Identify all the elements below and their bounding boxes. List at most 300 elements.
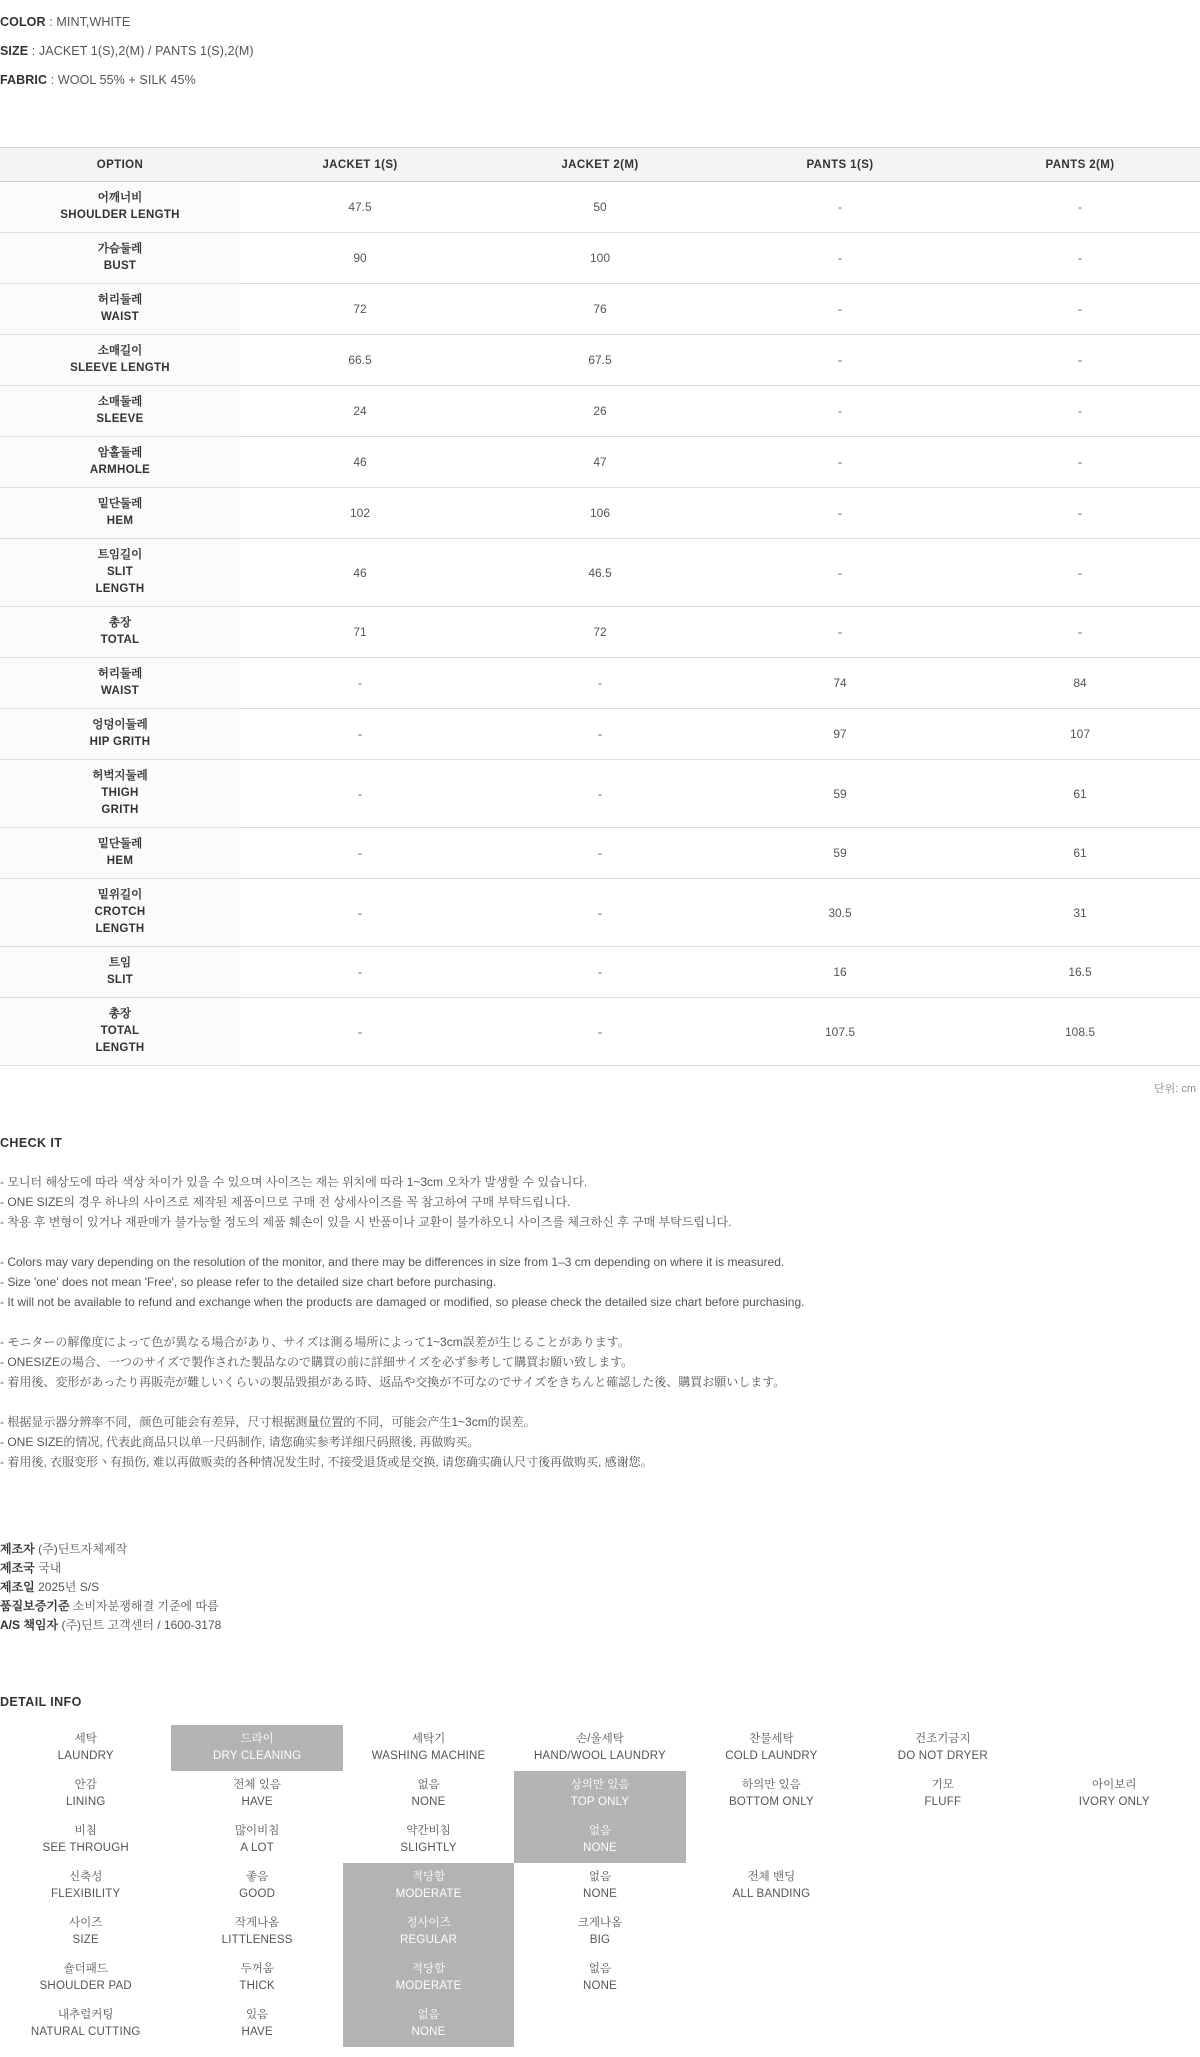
size-row-label-en: THIGH bbox=[101, 787, 139, 799]
size-row-label-ko: 트임길이 bbox=[97, 549, 143, 561]
size-row-label-en: ARMHOLE bbox=[89, 464, 151, 476]
detail-option-en: NONE bbox=[582, 1888, 617, 1900]
detail-option-ko: 건조기금지 bbox=[915, 1733, 971, 1745]
size-row-label bbox=[0, 488, 240, 539]
detail-option-en: REGULAR bbox=[400, 1934, 458, 1946]
detail-row-label bbox=[0, 1817, 171, 1863]
size-row-label-en: TOTAL bbox=[100, 1025, 140, 1037]
detail-option-cell[interactable] bbox=[1029, 1771, 1200, 1817]
detail-label-ko: 비침 bbox=[74, 1825, 97, 1837]
size-row-label-en: SLIT bbox=[106, 566, 134, 578]
table-row bbox=[0, 539, 1200, 607]
size-row-label-ko: 트임 bbox=[108, 957, 132, 969]
detail-option-ko: 크게나옴 bbox=[577, 1917, 623, 1929]
detail-option-en: MODERATE bbox=[395, 1980, 462, 1992]
size-row-label-ko: 암홀둘레 bbox=[97, 447, 143, 459]
detail-row bbox=[0, 1725, 1200, 1771]
detail-option-cell[interactable] bbox=[171, 1955, 342, 2001]
size-row-label bbox=[0, 335, 240, 386]
size-row-label-en: LENGTH bbox=[95, 1042, 145, 1054]
detail-option-cell[interactable] bbox=[514, 1817, 685, 1863]
size-cell: - bbox=[960, 607, 1200, 658]
detail-label-ko: 숄더패드 bbox=[63, 1963, 108, 1975]
table-row bbox=[0, 437, 1200, 488]
size-row-label bbox=[0, 437, 240, 488]
detail-row-label bbox=[0, 1725, 171, 1771]
meta-value-color: : MINT,WHITE bbox=[45, 15, 131, 29]
detail-option-en: ALL BANDING bbox=[732, 1888, 811, 1900]
size-cell: 74 bbox=[720, 658, 960, 709]
size-cell: 84 bbox=[960, 658, 1200, 709]
size-row-label-ko: 허리둘레 bbox=[97, 294, 143, 306]
size-row-label bbox=[0, 284, 240, 335]
detail-option-ko: 없음 bbox=[588, 1963, 612, 1975]
table-row bbox=[0, 828, 1200, 879]
detail-option-cell[interactable] bbox=[686, 1771, 857, 1817]
size-row-label-en: CROTCH bbox=[94, 906, 146, 918]
detail-row-label bbox=[0, 1909, 171, 1955]
detail-option-en: A LOT bbox=[240, 1842, 274, 1854]
meta-value-fabric: : WOOL 55% + SILK 45% bbox=[47, 73, 196, 87]
detail-option-ko: 많이비침 bbox=[234, 1825, 280, 1837]
size-cell: - bbox=[960, 335, 1200, 386]
note-en-2: - Size 'one' does not mean 'Free', so please refer to the detailed size chart before purchasing. bbox=[0, 1275, 497, 1289]
size-cell: - bbox=[960, 182, 1200, 233]
size-cell: 16 bbox=[720, 947, 960, 998]
size-row-label-ko: 엉덩이둘레 bbox=[92, 719, 148, 731]
product-meta bbox=[0, 0, 1200, 95]
detail-label-en: LINING bbox=[65, 1796, 106, 1808]
size-table-header bbox=[0, 148, 1200, 182]
maker-row-date bbox=[0, 1578, 1200, 1597]
detail-option-en: NONE bbox=[582, 1842, 617, 1854]
size-row-label-en: BUST bbox=[103, 260, 137, 272]
meta-label-size: SIZE bbox=[0, 44, 29, 58]
size-row-label bbox=[0, 182, 240, 233]
size-cell: 61 bbox=[960, 828, 1200, 879]
detail-empty-cell bbox=[1029, 1725, 1200, 1771]
detail-option-ko: 없음 bbox=[417, 2009, 440, 2021]
size-cell: 46 bbox=[240, 539, 480, 607]
size-col-pants-1s: PANTS 1(S) bbox=[720, 148, 960, 182]
detail-row bbox=[0, 1955, 1200, 2001]
size-row-label-en: WAIST bbox=[101, 685, 139, 697]
size-cell: 100 bbox=[480, 233, 720, 284]
table-row bbox=[0, 488, 1200, 539]
detail-row-label bbox=[0, 1955, 171, 2001]
size-row-label-ko: 총장 bbox=[108, 1008, 132, 1020]
detail-label-en: SHOULDER PAD bbox=[39, 1980, 132, 1992]
size-col-jacket-1s: JACKET 1(S) bbox=[240, 148, 480, 182]
size-cell: - bbox=[960, 539, 1200, 607]
note-zh-1: - 根据显示器分辨率不同，颜色可能会有差异，尺寸根据测量位置的不同，可能会产生1~3cm的误差。 bbox=[0, 1415, 536, 1429]
maker-value-date: 2025년 S/S bbox=[34, 1580, 100, 1594]
size-row-label bbox=[0, 233, 240, 284]
detail-option-ko: 약간비침 bbox=[406, 1825, 451, 1837]
detail-empty-cell bbox=[1029, 1909, 1200, 1955]
note-zh-2: - ONE SIZE的情况, 代表此商品只以单一尺码制作, 请您确实参考详细尺码照後, 再做购买。 bbox=[0, 1435, 480, 1449]
table-row bbox=[0, 284, 1200, 335]
detail-empty-cell bbox=[686, 2001, 857, 2047]
check-it-title: CHECK IT bbox=[0, 1136, 63, 1150]
table-row bbox=[0, 658, 1200, 709]
size-cell: - bbox=[480, 760, 720, 828]
detail-label-ko: 내추럴커팅 bbox=[57, 2009, 114, 2021]
maker-value-country: 국내 bbox=[34, 1561, 62, 1575]
detail-info-title: DETAIL INFO bbox=[0, 1695, 82, 1709]
size-row-label-en: HEM bbox=[106, 855, 134, 867]
size-cell: - bbox=[720, 233, 960, 284]
maker-label-manufacturer: 제조자 bbox=[0, 1542, 35, 1556]
maker-label-date: 제조일 bbox=[0, 1580, 35, 1594]
size-row-label-ko: 허리둘레 bbox=[97, 668, 143, 680]
size-table-body bbox=[0, 182, 1200, 1066]
detail-option-ko: 없음 bbox=[417, 1779, 440, 1791]
detail-option-en: HAVE bbox=[241, 1796, 273, 1808]
size-chart bbox=[0, 147, 1200, 1096]
detail-info-body bbox=[0, 1725, 1200, 2047]
note-zh-3: - 着用後, 衣服变形丶有损伤, 难以再做贩卖的各种情况发生时, 不接受退货或是交换, 请您确实确认尺寸後再做购买, 感谢您。 bbox=[0, 1455, 653, 1469]
size-cell: 107.5 bbox=[720, 998, 960, 1066]
detail-empty-cell bbox=[857, 1817, 1028, 1863]
size-cell: - bbox=[960, 284, 1200, 335]
maker-label-as: A/S 책임자 bbox=[0, 1618, 59, 1632]
detail-option-cell[interactable] bbox=[857, 1725, 1028, 1771]
detail-option-ko: 좋음 bbox=[246, 1871, 269, 1883]
table-header-row bbox=[0, 148, 1200, 182]
note-ja-2: - ONESIZEの場合、一つのサイズで製作された製品なので購買の前に詳細サイズを必ず参考して購買お願い致します。 bbox=[0, 1355, 634, 1369]
size-row-label-en: SLEEVE LENGTH bbox=[70, 362, 170, 374]
note-ko-1: - 모니터 해상도에 따라 색상 차이가 있을 수 있으며 사이즈는 재는 위치에 따라 1~3cm 오차가 발생할 수 있습니다. bbox=[0, 1175, 588, 1189]
size-cell: - bbox=[480, 947, 720, 998]
detail-label-ko: 사이즈 bbox=[69, 1917, 103, 1929]
size-cell: 59 bbox=[720, 760, 960, 828]
size-cell: 61 bbox=[960, 760, 1200, 828]
detail-empty-cell bbox=[857, 1909, 1028, 1955]
size-cell: - bbox=[720, 607, 960, 658]
detail-option-ko: 기모 bbox=[931, 1779, 954, 1791]
size-row-label-ko: 밑단둘레 bbox=[97, 838, 143, 850]
size-row-label bbox=[0, 386, 240, 437]
table-row bbox=[0, 947, 1200, 998]
size-row-label-ko: 허벅지둘레 bbox=[92, 770, 148, 782]
detail-option-en: WASHING MACHINE bbox=[371, 1750, 486, 1762]
size-cell: 24 bbox=[240, 386, 480, 437]
size-cell: - bbox=[240, 947, 480, 998]
detail-option-cell[interactable] bbox=[171, 1725, 342, 1771]
detail-option-en: NONE bbox=[411, 1796, 446, 1808]
table-row bbox=[0, 607, 1200, 658]
size-cell: 59 bbox=[720, 828, 960, 879]
maker-value-as: (주)딘트 고객센터 / 1600-3178 bbox=[58, 1618, 222, 1632]
table-row bbox=[0, 386, 1200, 437]
detail-option-cell[interactable] bbox=[514, 1909, 685, 1955]
detail-option-en: MODERATE bbox=[395, 1888, 462, 1900]
table-row bbox=[0, 233, 1200, 284]
size-cell: 107 bbox=[960, 709, 1200, 760]
detail-row bbox=[0, 1909, 1200, 1955]
meta-value-size: : JACKET 1(S),2(M) / PANTS 1(S),2(M) bbox=[28, 44, 254, 58]
detail-empty-cell bbox=[1029, 1955, 1200, 2001]
detail-label-en: LAUNDRY bbox=[57, 1750, 114, 1762]
detail-option-ko: 적당함 bbox=[411, 1871, 446, 1883]
size-row-label-ko: 소매길이 bbox=[97, 345, 143, 357]
detail-option-en: IVORY ONLY bbox=[1078, 1796, 1150, 1808]
size-cell: - bbox=[480, 658, 720, 709]
detail-label-ko: 신축성 bbox=[69, 1871, 103, 1883]
table-row bbox=[0, 182, 1200, 233]
detail-row-label bbox=[0, 1863, 171, 1909]
detail-label-en: SEE THROUGH bbox=[42, 1842, 129, 1854]
size-row-label-en: SHOULDER LENGTH bbox=[60, 209, 180, 221]
size-cell: 97 bbox=[720, 709, 960, 760]
note-ja-1: - モニターの解像度によって色が異なる場合があり、サイズは測る場所によって1~3cm誤差が生じることがあります。 bbox=[0, 1335, 630, 1349]
size-cell: 66.5 bbox=[240, 335, 480, 386]
size-row-label-en: HEM bbox=[106, 515, 134, 527]
meta-label-color: COLOR bbox=[0, 15, 46, 29]
detail-option-cell[interactable] bbox=[514, 1771, 685, 1817]
detail-option-en: NONE bbox=[411, 2026, 446, 2038]
meta-row-color bbox=[0, 8, 1200, 37]
table-row bbox=[0, 709, 1200, 760]
size-row-label bbox=[0, 658, 240, 709]
detail-option-ko: 찬물세탁 bbox=[749, 1733, 794, 1745]
size-row-label bbox=[0, 947, 240, 998]
detail-option-ko: 전체 밴딩 bbox=[747, 1871, 796, 1883]
meta-row-size bbox=[0, 37, 1200, 66]
detail-option-ko: 전체 있음 bbox=[233, 1779, 281, 1791]
size-row-label-ko: 가슴둘레 bbox=[97, 243, 143, 255]
size-unit-note: 단위: cm bbox=[1153, 1083, 1196, 1095]
detail-option-en: BOTTOM ONLY bbox=[728, 1796, 814, 1808]
maker-info bbox=[0, 1540, 1200, 1635]
note-gap-2 bbox=[0, 1312, 1200, 1332]
detail-empty-cell bbox=[857, 1863, 1028, 1909]
detail-option-en: TOP ONLY bbox=[570, 1796, 630, 1808]
note-gap-3 bbox=[0, 1392, 1200, 1412]
size-cell: 108.5 bbox=[960, 998, 1200, 1066]
size-cell: - bbox=[720, 182, 960, 233]
detail-option-cell[interactable] bbox=[514, 1725, 685, 1771]
detail-option-en: HAND/WOOL LAUNDRY bbox=[534, 1750, 666, 1762]
size-cell: - bbox=[480, 828, 720, 879]
note-en-1: - Colors may vary depending on the resolution of the monitor, and there may be differences in size from 1–3 cm depending on where it is measured. bbox=[0, 1255, 785, 1269]
size-cell: - bbox=[720, 488, 960, 539]
detail-empty-cell bbox=[1029, 1817, 1200, 1863]
detail-empty-cell bbox=[686, 1817, 857, 1863]
size-row-label-en: LENGTH bbox=[95, 583, 145, 595]
detail-option-ko: 드라이 bbox=[240, 1733, 274, 1745]
size-cell: - bbox=[240, 998, 480, 1066]
maker-row-as bbox=[0, 1616, 1200, 1635]
size-cell: - bbox=[960, 233, 1200, 284]
size-cell: - bbox=[240, 828, 480, 879]
detail-option-ko: 작게나옴 bbox=[234, 1917, 280, 1929]
note-en-3: - It will not be available to refund and exchange when the products are damaged or modified, so please check the detailed size chart before purchasing. bbox=[0, 1295, 805, 1309]
detail-row bbox=[0, 1863, 1200, 1909]
maker-label-warranty: 품질보증기준 bbox=[0, 1599, 70, 1613]
size-cell: 67.5 bbox=[480, 335, 720, 386]
detail-option-ko: 상의만 있음 bbox=[570, 1779, 630, 1791]
size-row-label-ko: 밑위길이 bbox=[97, 889, 143, 901]
table-row bbox=[0, 335, 1200, 386]
detail-option-cell[interactable] bbox=[343, 1817, 514, 1863]
size-cell: - bbox=[480, 879, 720, 947]
size-cell: 90 bbox=[240, 233, 480, 284]
size-cell: - bbox=[240, 709, 480, 760]
detail-option-ko: 두꺼움 bbox=[240, 1963, 274, 1975]
detail-option-cell[interactable] bbox=[686, 1863, 857, 1909]
maker-value-warranty: 소비자분쟁해결 기준에 따름 bbox=[69, 1599, 219, 1613]
detail-row bbox=[0, 1817, 1200, 1863]
detail-row bbox=[0, 2001, 1200, 2047]
detail-option-ko: 손/울세탁 bbox=[576, 1733, 624, 1745]
size-cell: - bbox=[960, 488, 1200, 539]
meta-label-fabric: FABRIC bbox=[0, 73, 48, 87]
detail-option-cell[interactable] bbox=[343, 1725, 514, 1771]
size-row-label bbox=[0, 998, 240, 1066]
size-row-label-ko: 밑단둘레 bbox=[97, 498, 143, 510]
size-cell: 47.5 bbox=[240, 182, 480, 233]
detail-option-cell[interactable] bbox=[171, 1863, 342, 1909]
size-cell: - bbox=[240, 879, 480, 947]
size-cell: - bbox=[960, 437, 1200, 488]
size-cell: - bbox=[720, 539, 960, 607]
size-cell: - bbox=[720, 437, 960, 488]
detail-empty-cell bbox=[686, 1909, 857, 1955]
size-row-label-en: SLIT bbox=[106, 974, 134, 986]
detail-option-en: DO NOT DRYER bbox=[897, 1750, 988, 1762]
size-row-label-en: GRITH bbox=[101, 804, 139, 816]
size-cell: 31 bbox=[960, 879, 1200, 947]
size-row-label-en: SLEEVE bbox=[96, 413, 144, 425]
detail-empty-cell bbox=[857, 1955, 1028, 2001]
detail-option-cell[interactable] bbox=[343, 2001, 514, 2047]
detail-option-cell[interactable] bbox=[171, 1909, 342, 1955]
detail-option-en: GOOD bbox=[239, 1888, 276, 1900]
size-cell: - bbox=[480, 998, 720, 1066]
size-row-label-ko: 총장 bbox=[108, 617, 132, 629]
size-cell: 46.5 bbox=[480, 539, 720, 607]
note-ko-3: - 착용 후 변형이 있거나 재판매가 불가능할 정도의 제품 훼손이 있을 시 반품이나 교환이 불가하오니 사이즈를 체크하신 후 구매 부탁드립니다. bbox=[0, 1215, 732, 1229]
detail-info-table bbox=[0, 1725, 1200, 2047]
detail-empty-cell bbox=[686, 1955, 857, 2001]
size-cell: 26 bbox=[480, 386, 720, 437]
detail-row bbox=[0, 1771, 1200, 1817]
detail-option-ko: 적당함 bbox=[411, 1963, 446, 1975]
size-cell: 46 bbox=[240, 437, 480, 488]
size-col-option: OPTION bbox=[0, 148, 240, 182]
size-row-label bbox=[0, 607, 240, 658]
detail-empty-cell bbox=[1029, 1863, 1200, 1909]
size-cell: 30.5 bbox=[720, 879, 960, 947]
detail-option-en: FLUFF bbox=[924, 1796, 962, 1808]
size-cell: - bbox=[480, 709, 720, 760]
detail-row-label bbox=[0, 2001, 171, 2047]
detail-option-cell[interactable] bbox=[686, 1725, 857, 1771]
detail-option-en: NONE bbox=[582, 1980, 617, 1992]
detail-option-ko: 하의만 있음 bbox=[742, 1779, 801, 1791]
table-row bbox=[0, 760, 1200, 828]
size-cell: 106 bbox=[480, 488, 720, 539]
detail-label-ko: 세탁 bbox=[74, 1733, 97, 1745]
size-row-label-en: LENGTH bbox=[95, 923, 145, 935]
detail-option-en: BIG bbox=[589, 1934, 611, 1946]
maker-value-manufacturer: (주)딘트자체제작 bbox=[34, 1542, 128, 1556]
detail-option-ko: 없음 bbox=[588, 1825, 612, 1837]
size-cell: 72 bbox=[480, 607, 720, 658]
detail-option-cell[interactable] bbox=[857, 1771, 1028, 1817]
size-row-label-ko: 어깨너비 bbox=[97, 192, 143, 204]
detail-label-en: SIZE bbox=[72, 1934, 99, 1946]
size-cell: 72 bbox=[240, 284, 480, 335]
size-row-label bbox=[0, 539, 240, 607]
size-row-label bbox=[0, 828, 240, 879]
size-row-label-en: HIP GRITH bbox=[89, 736, 151, 748]
detail-option-en: LITTLENESS bbox=[221, 1934, 293, 1946]
maker-row-manufacturer bbox=[0, 1540, 1200, 1559]
check-it-notes bbox=[0, 1172, 1200, 1472]
size-cell: 16.5 bbox=[960, 947, 1200, 998]
size-cell: - bbox=[960, 386, 1200, 437]
detail-option-en: DRY CLEANING bbox=[213, 1750, 302, 1762]
detail-option-cell[interactable] bbox=[343, 1771, 514, 1817]
detail-option-cell[interactable] bbox=[343, 1955, 514, 2001]
detail-option-ko: 아이보리 bbox=[1092, 1779, 1137, 1791]
maker-row-warranty bbox=[0, 1597, 1200, 1616]
detail-option-cell[interactable] bbox=[343, 1909, 514, 1955]
size-col-pants-2m: PANTS 2(M) bbox=[960, 148, 1200, 182]
detail-label-en: FLEXIBILITY bbox=[51, 1888, 121, 1900]
size-table bbox=[0, 147, 1200, 1066]
size-cell: - bbox=[240, 760, 480, 828]
detail-option-cell[interactable] bbox=[171, 2001, 342, 2047]
detail-option-en: THICK bbox=[239, 1980, 275, 1992]
detail-label-en: NATURAL CUTTING bbox=[30, 2026, 141, 2038]
size-cell: - bbox=[720, 335, 960, 386]
size-row-label-en: TOTAL bbox=[100, 634, 140, 646]
maker-row-country bbox=[0, 1559, 1200, 1578]
detail-option-cell[interactable] bbox=[514, 1863, 685, 1909]
note-ko-2: - ONE SIZE의 경우 하나의 사이즈로 제작된 제품이므로 구매 전 상세사이즈를 꼭 참고하여 구매 부탁드립니다. bbox=[0, 1195, 571, 1209]
size-row-label bbox=[0, 879, 240, 947]
size-cell: - bbox=[240, 658, 480, 709]
detail-label-ko: 안감 bbox=[74, 1779, 97, 1791]
size-cell: 102 bbox=[240, 488, 480, 539]
detail-option-cell[interactable] bbox=[514, 1955, 685, 2001]
detail-option-ko: 있음 bbox=[246, 2009, 269, 2021]
maker-label-country: 제조국 bbox=[0, 1561, 35, 1575]
size-row-label bbox=[0, 760, 240, 828]
size-cell: - bbox=[720, 284, 960, 335]
detail-option-ko: 세탁기 bbox=[411, 1733, 446, 1745]
detail-option-cell[interactable] bbox=[343, 1863, 514, 1909]
detail-empty-cell bbox=[1029, 2001, 1200, 2047]
detail-row-label bbox=[0, 1771, 171, 1817]
detail-option-cell[interactable] bbox=[171, 1771, 342, 1817]
size-cell: 71 bbox=[240, 607, 480, 658]
size-cell: - bbox=[720, 386, 960, 437]
detail-option-en: HAVE bbox=[241, 2026, 273, 2038]
detail-option-cell[interactable] bbox=[171, 1817, 342, 1863]
table-row bbox=[0, 879, 1200, 947]
detail-option-en: SLIGHTLY bbox=[400, 1842, 457, 1854]
note-ja-3: - 着用後、変形があったり再販売が難しいくらいの製品毀損がある時、返品や交換が不可なのでサイズをきちんと確認した後、購買お願いします。 bbox=[0, 1375, 786, 1389]
detail-option-en: COLD LAUNDRY bbox=[725, 1750, 818, 1762]
size-cell: 47 bbox=[480, 437, 720, 488]
detail-option-ko: 정사이즈 bbox=[406, 1917, 451, 1929]
size-cell: 76 bbox=[480, 284, 720, 335]
